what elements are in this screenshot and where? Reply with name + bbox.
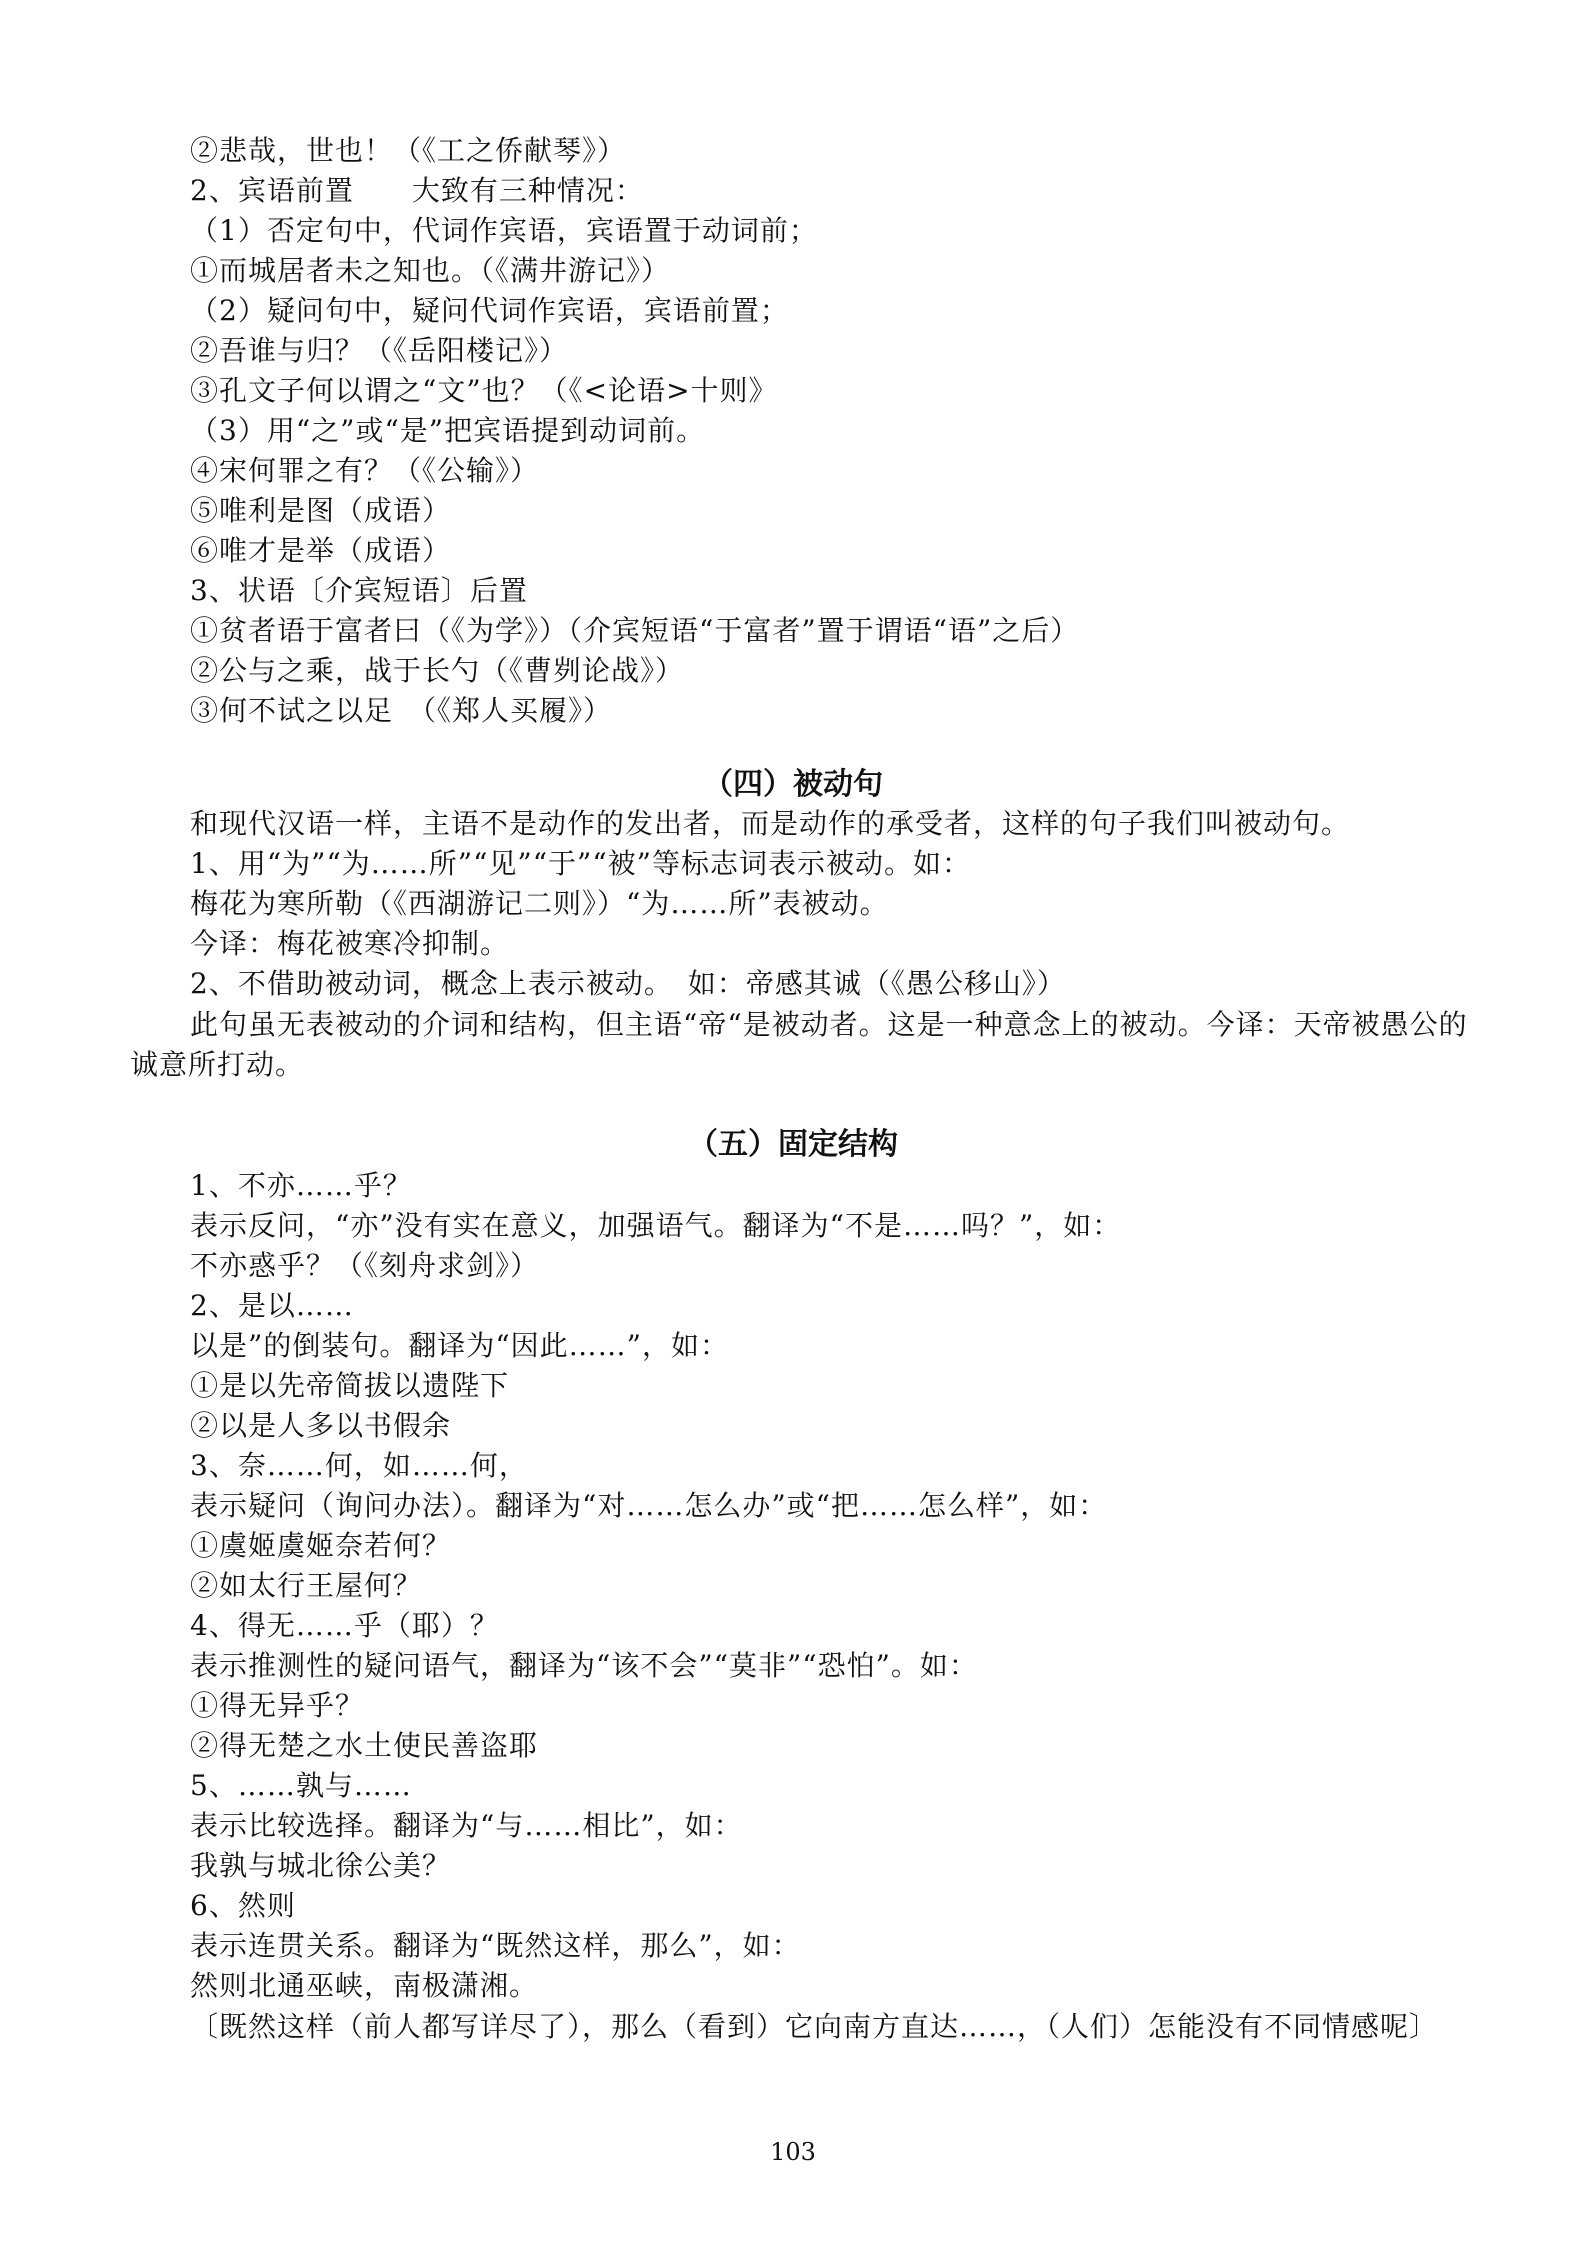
text-line: ①贫者语于富者曰（《为学》）（介宾短语“于富者”置于谓语“语”之后） — [190, 614, 1080, 647]
text-line: （3）用“之”或“是”把宾语提到动词前。 — [190, 414, 706, 447]
text-line: 不亦惑乎？（《刻舟求剑》） — [190, 1249, 540, 1282]
text-line: ③孔文子何以谓之“文”也？（《<论语>十则》 — [190, 374, 778, 407]
text-line: ②公与之乘，战于长勺（《曹刿论战》） — [190, 654, 685, 687]
text-line: 1、用“为”“为……所”“见”“于”“被”等标志词表示被动。如： — [190, 847, 971, 880]
text-line: （1）否定句中，代词作宾语，宾语置于动词前； — [190, 214, 818, 247]
text-line: 2、宾语前置 大致有三种情况： — [190, 174, 644, 207]
text-line: ②悲哉，世也！（《工之侨献琴》） — [190, 134, 627, 167]
text-line: ①得无异乎？ — [190, 1689, 365, 1722]
text-line: 2、不借助被动词，概念上表示被动。 如：帝感其诚（《愚公移山》） — [190, 967, 1066, 1000]
text-line: 今译：梅花被寒冷抑制。 — [190, 927, 510, 960]
text-line: 3、状语〔介宾短语〕后置 — [190, 574, 528, 607]
text-line: 1、不亦……乎？ — [190, 1169, 412, 1202]
text-line: 3、奈……何，如……何， — [190, 1449, 528, 1482]
text-line: ②以是人多以书假余 — [190, 1409, 452, 1442]
text-line: ①而城居者未之知也。（《满井游记》） — [190, 254, 671, 287]
text-line: ⑤唯利是图（成语） — [190, 494, 452, 527]
text-line: 以是”的倒装句。翻译为“因此……”，如： — [190, 1329, 729, 1362]
text-paragraph: 此句虽无表被动的介词和结构，但主语“帝“是被动者。这是一种意念上的被动。今译：天帝被愚公的诚意所打动。 — [130, 1008, 1468, 1081]
text-line: 表示比较选择。翻译为“与……相比”，如： — [190, 1809, 743, 1842]
text-line: 表示连贯关系。翻译为“既然这样，那么”，如： — [190, 1929, 801, 1962]
text-line: 4、得无……乎（耶）？ — [190, 1609, 499, 1642]
text-line: 然则北通巫峡，南极潇湘。 — [190, 1969, 539, 2002]
text-line: ②吾谁与归？（《岳阳楼记》） — [190, 334, 569, 367]
text-line: 表示疑问（询问办法）。翻译为“对……怎么办”或“把……怎么样”，如： — [190, 1489, 1108, 1522]
section-heading-fixed-structure: （五）固定结构 — [688, 1127, 898, 1162]
text-line: 表示推测性的疑问语气，翻译为“该不会”“莫非”“恐怕”。如： — [190, 1649, 978, 1682]
text-line: 6、然则 — [190, 1889, 296, 1922]
text-line: 表示反问，“亦”没有实在意义，加强语气。翻译为“不是……吗？”，如： — [190, 1209, 1122, 1242]
text-line: ③何不试之以足 （《郑人买履》） — [190, 694, 613, 727]
text-line: ②得无楚之水土使民善盗耶 — [190, 1729, 539, 1762]
text-line: ⑥唯才是举（成语） — [190, 534, 452, 567]
text-line: 和现代汉语一样，主语不是动作的发出者，而是动作的承受者，这样的句子我们叫被动句。 — [190, 807, 1351, 840]
text-line: （2）疑问句中，疑问代词作宾语，宾语前置； — [190, 294, 789, 327]
text-line: ④宋何罪之有？（《公输》） — [190, 454, 540, 487]
text-paragraph: 〔既然这样（前人都写详尽了），那么（看到）它向南方直达……，（人们）怎能没有不同情感呢〕 — [190, 2010, 1439, 2043]
text-line: ①是以先帝简拔以遗陛下 — [190, 1369, 510, 1402]
text-line: 2、是以…… — [190, 1289, 354, 1322]
text-line: ②如太行王屋何？ — [190, 1569, 423, 1602]
page-number: 103 — [770, 2138, 816, 2166]
section-heading-passive: （四）被动句 — [703, 767, 883, 802]
text-line: 5、……孰与…… — [190, 1769, 412, 1802]
text-line: 我孰与城北徐公美？ — [190, 1849, 452, 1882]
text-line: 梅花为寒所勒（《西湖游记二则》）“为……所”表被动。 — [190, 887, 889, 920]
text-line: ①虞姬虞姬奈若何？ — [190, 1529, 452, 1562]
